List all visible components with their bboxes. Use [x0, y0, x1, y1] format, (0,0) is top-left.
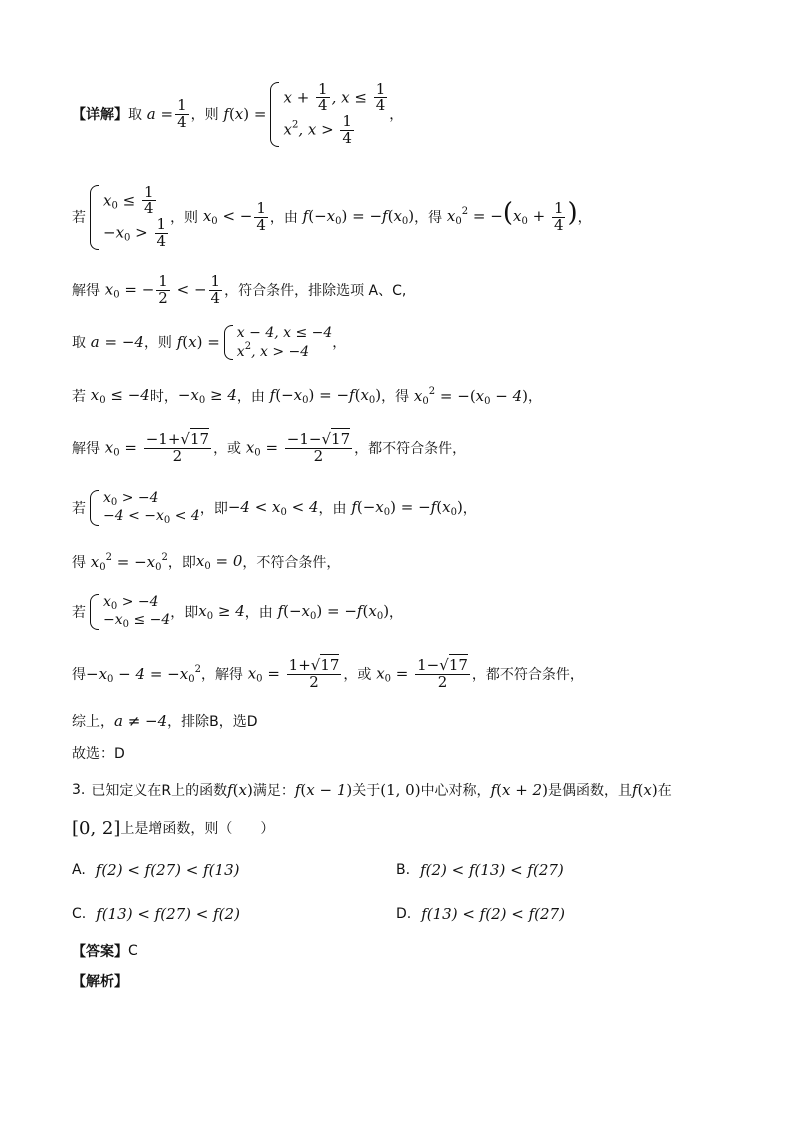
exclude-b: ，排除B，选D — [167, 714, 258, 730]
math-piecewise-2: x − 4, x ≤ −4 $x^2$, x > −4 — [220, 325, 333, 360]
detail-line-10 — [72, 652, 584, 696]
option-c[interactable] — [72, 900, 240, 928]
by-word: ，由 — [236, 389, 265, 405]
math-sol-6b: $x_0$ = $\frac{-1-√17}{2}$ — [241, 429, 351, 465]
none-meet: ，都不符合条件， — [354, 441, 467, 457]
math-cond-5b: $-x_0 \ge 4$ — [177, 386, 237, 406]
math-range-7: $-4 < x_0 < 4$ — [227, 498, 319, 518]
detail-line-2 — [72, 175, 592, 259]
detail-line-11 — [72, 708, 258, 734]
get-word: ，得 — [381, 389, 410, 405]
detail-then: ，则 — [190, 107, 219, 123]
math-odd-eq: $f(-x_0) = -f(x_0)$ — [264, 386, 382, 406]
math-odd-eq: $f(-x_0) = -f(x_0)$ — [346, 498, 463, 518]
option-a-label: A. — [72, 862, 86, 878]
math-odd-eq: $f(-x_0) = -f(x_0)$ — [297, 207, 415, 227]
math-sol-10b: $x_0$ = $\frac{1-√17}{2}$ — [371, 655, 468, 691]
detail-line-3 — [72, 270, 406, 310]
stem-g: 上是增函数，则（ ） — [120, 821, 275, 837]
math-fx-2: f(x + 2) — [490, 781, 548, 799]
math-sol-6a: $x_0$ = $\frac{-1+√17}{2}$ — [100, 429, 210, 465]
math-fx: f(x) — [227, 781, 253, 799]
math-eq-8: $x_0^2 = -x_0^2$ — [86, 551, 168, 573]
if-word: 若 — [72, 210, 86, 226]
math-fx: f(x) — [631, 781, 658, 799]
math-frac: $\frac{1}{4}$ — [256, 198, 266, 234]
analysis-block — [72, 968, 128, 994]
get-word-2: 得 — [72, 667, 86, 683]
solve-word: 解得 — [72, 441, 100, 457]
option-d-expr: f(13) < f(2) < f(27) — [421, 905, 565, 923]
math-piecewise-1: x + $\frac{1}{4}$ , x ≤ $\frac{1}{4}$ $x^2$, x > $\frac{1}{4}$ — [266, 82, 389, 147]
answer-block — [72, 938, 138, 964]
then-word: ，则 — [170, 210, 199, 226]
then-word: ，则 — [143, 335, 172, 351]
math-a-eq: a = — [142, 105, 174, 123]
math-odd-eq: $f(-x_0) = -f(x_0)$ — [272, 602, 390, 622]
option-c-expr: f(13) < f(27) < f(2) — [96, 905, 240, 923]
detail-line-4 — [72, 320, 346, 364]
not-meet: ，不符合条件， — [242, 555, 341, 571]
math-point: (1, 0) — [380, 781, 421, 799]
math-cond-5: $x_0 \le -4$ — [86, 386, 150, 406]
math-range-9: $x_0 \ge 4$ — [198, 602, 245, 622]
comma: ， — [462, 501, 477, 517]
math-frac-1-4: $\frac{1}{4}$ — [177, 95, 187, 131]
none-meet: ，都不符合条件， — [471, 667, 584, 683]
question-stem-1 — [72, 776, 672, 804]
if-word: 若 — [72, 501, 86, 517]
comma: ， — [389, 605, 404, 621]
detail-line-9 — [72, 590, 403, 634]
option-d-label: D. — [396, 906, 412, 922]
math-cases-9: $x_0 > -4$ $-x_0 \le -4$ — [86, 594, 170, 630]
math-eq-10: $-x_0 - 4 = -x_0^2$ — [86, 663, 201, 685]
answer-choice: 故选：D — [72, 746, 125, 762]
detail-label: 【详解】 — [72, 107, 128, 123]
comma: ， — [577, 210, 592, 226]
when-word: 时， — [149, 389, 178, 405]
option-b[interactable] — [396, 856, 564, 884]
question-number: 3. — [72, 782, 86, 798]
option-b-label: B. — [396, 862, 411, 878]
stem-a: 已知定义在R上的函数 — [91, 783, 228, 799]
detail-line-8 — [72, 548, 340, 576]
or-word: ，或 — [343, 667, 372, 683]
math-x0-zero: $x_0 = 0$ — [195, 552, 243, 572]
solve-word: 解得 — [72, 283, 100, 299]
if-word: 若 — [72, 605, 86, 621]
get-word-2: 得 — [72, 555, 86, 571]
answer-label: 【答案】 — [72, 944, 128, 960]
math-cases-7: $x_0 > -4$ $-4 < -x_0 < 4$ — [86, 490, 200, 526]
comma: ， — [200, 667, 215, 683]
math-a-neq: a ≠ −4 — [114, 712, 168, 730]
question-stem-2 — [72, 814, 274, 842]
detail-line-1 — [72, 72, 403, 156]
math-eq-5: $x_0^2 = -(x_0 - 4)$ — [409, 385, 529, 407]
stem-e: 是偶函数，且 — [547, 783, 632, 799]
math-interval: [0, 2] — [72, 817, 121, 839]
option-b-expr: f(2) < f(13) < f(27) — [420, 861, 564, 879]
analysis-label: 【解析】 — [72, 974, 128, 990]
option-a-expr: f(2) < f(27) < f(13) — [95, 861, 240, 879]
solve-word: 解得 — [214, 667, 243, 683]
by-word: ，由 — [244, 605, 273, 621]
summary-word: 综上， — [72, 714, 114, 730]
get-word: ，得 — [414, 210, 443, 226]
answer-line — [72, 740, 125, 766]
comma: ， — [528, 389, 543, 405]
comma: ， — [389, 107, 404, 123]
comma: ， — [332, 335, 347, 351]
stem-c: 关于 — [352, 783, 381, 799]
math-sol-1: $x_0$ = − $\frac{1}{2}$ < − $\frac{1}{4}$ — [100, 271, 221, 307]
detail-line-7 — [72, 486, 477, 530]
math-fx-eq-2: f(x) = — [171, 333, 220, 351]
option-c-label: C. — [72, 906, 87, 922]
take-word: 取 — [72, 335, 86, 351]
option-a[interactable] — [72, 856, 239, 884]
ie-word: ，即 — [167, 555, 196, 571]
ie-word: ，即 — [199, 501, 228, 517]
detail-line-5 — [72, 382, 542, 410]
stem-f: 在 — [657, 783, 672, 799]
by-word: ，由 — [269, 210, 298, 226]
answer-value: C — [128, 943, 138, 959]
math-cases-2: $x_0$ ≤ $\frac{1}{4}$ $-x_0$ > $\frac{1}{4}$ — [86, 185, 170, 250]
detail-line-6 — [72, 426, 466, 470]
math-x0-lt: $x_0$ < − — [198, 207, 253, 227]
math-fx-1: f(x − 1) — [294, 781, 353, 799]
detail-take: 取 — [128, 107, 142, 123]
or-word: ，或 — [213, 441, 242, 457]
math-eq-2: $x_0^2 = -(x_0$ + $\frac{1}{4}$ ) — [442, 198, 578, 234]
stem-b: 满足： — [252, 783, 295, 799]
by-word: ，由 — [318, 501, 347, 517]
ie-word: ，即 — [170, 605, 199, 621]
meets-text: ，符合条件，排除选项 A、C, — [224, 283, 407, 299]
math-sol-10a: $x_0$ = $\frac{1+√17}{2}$ — [242, 655, 340, 691]
if-word: 若 — [72, 389, 86, 405]
math-fx-eq: f(x) = — [218, 105, 267, 123]
stem-d: 中心对称， — [420, 783, 491, 799]
option-d[interactable] — [396, 900, 565, 928]
math-a-neg4: a = −4 — [86, 333, 144, 351]
